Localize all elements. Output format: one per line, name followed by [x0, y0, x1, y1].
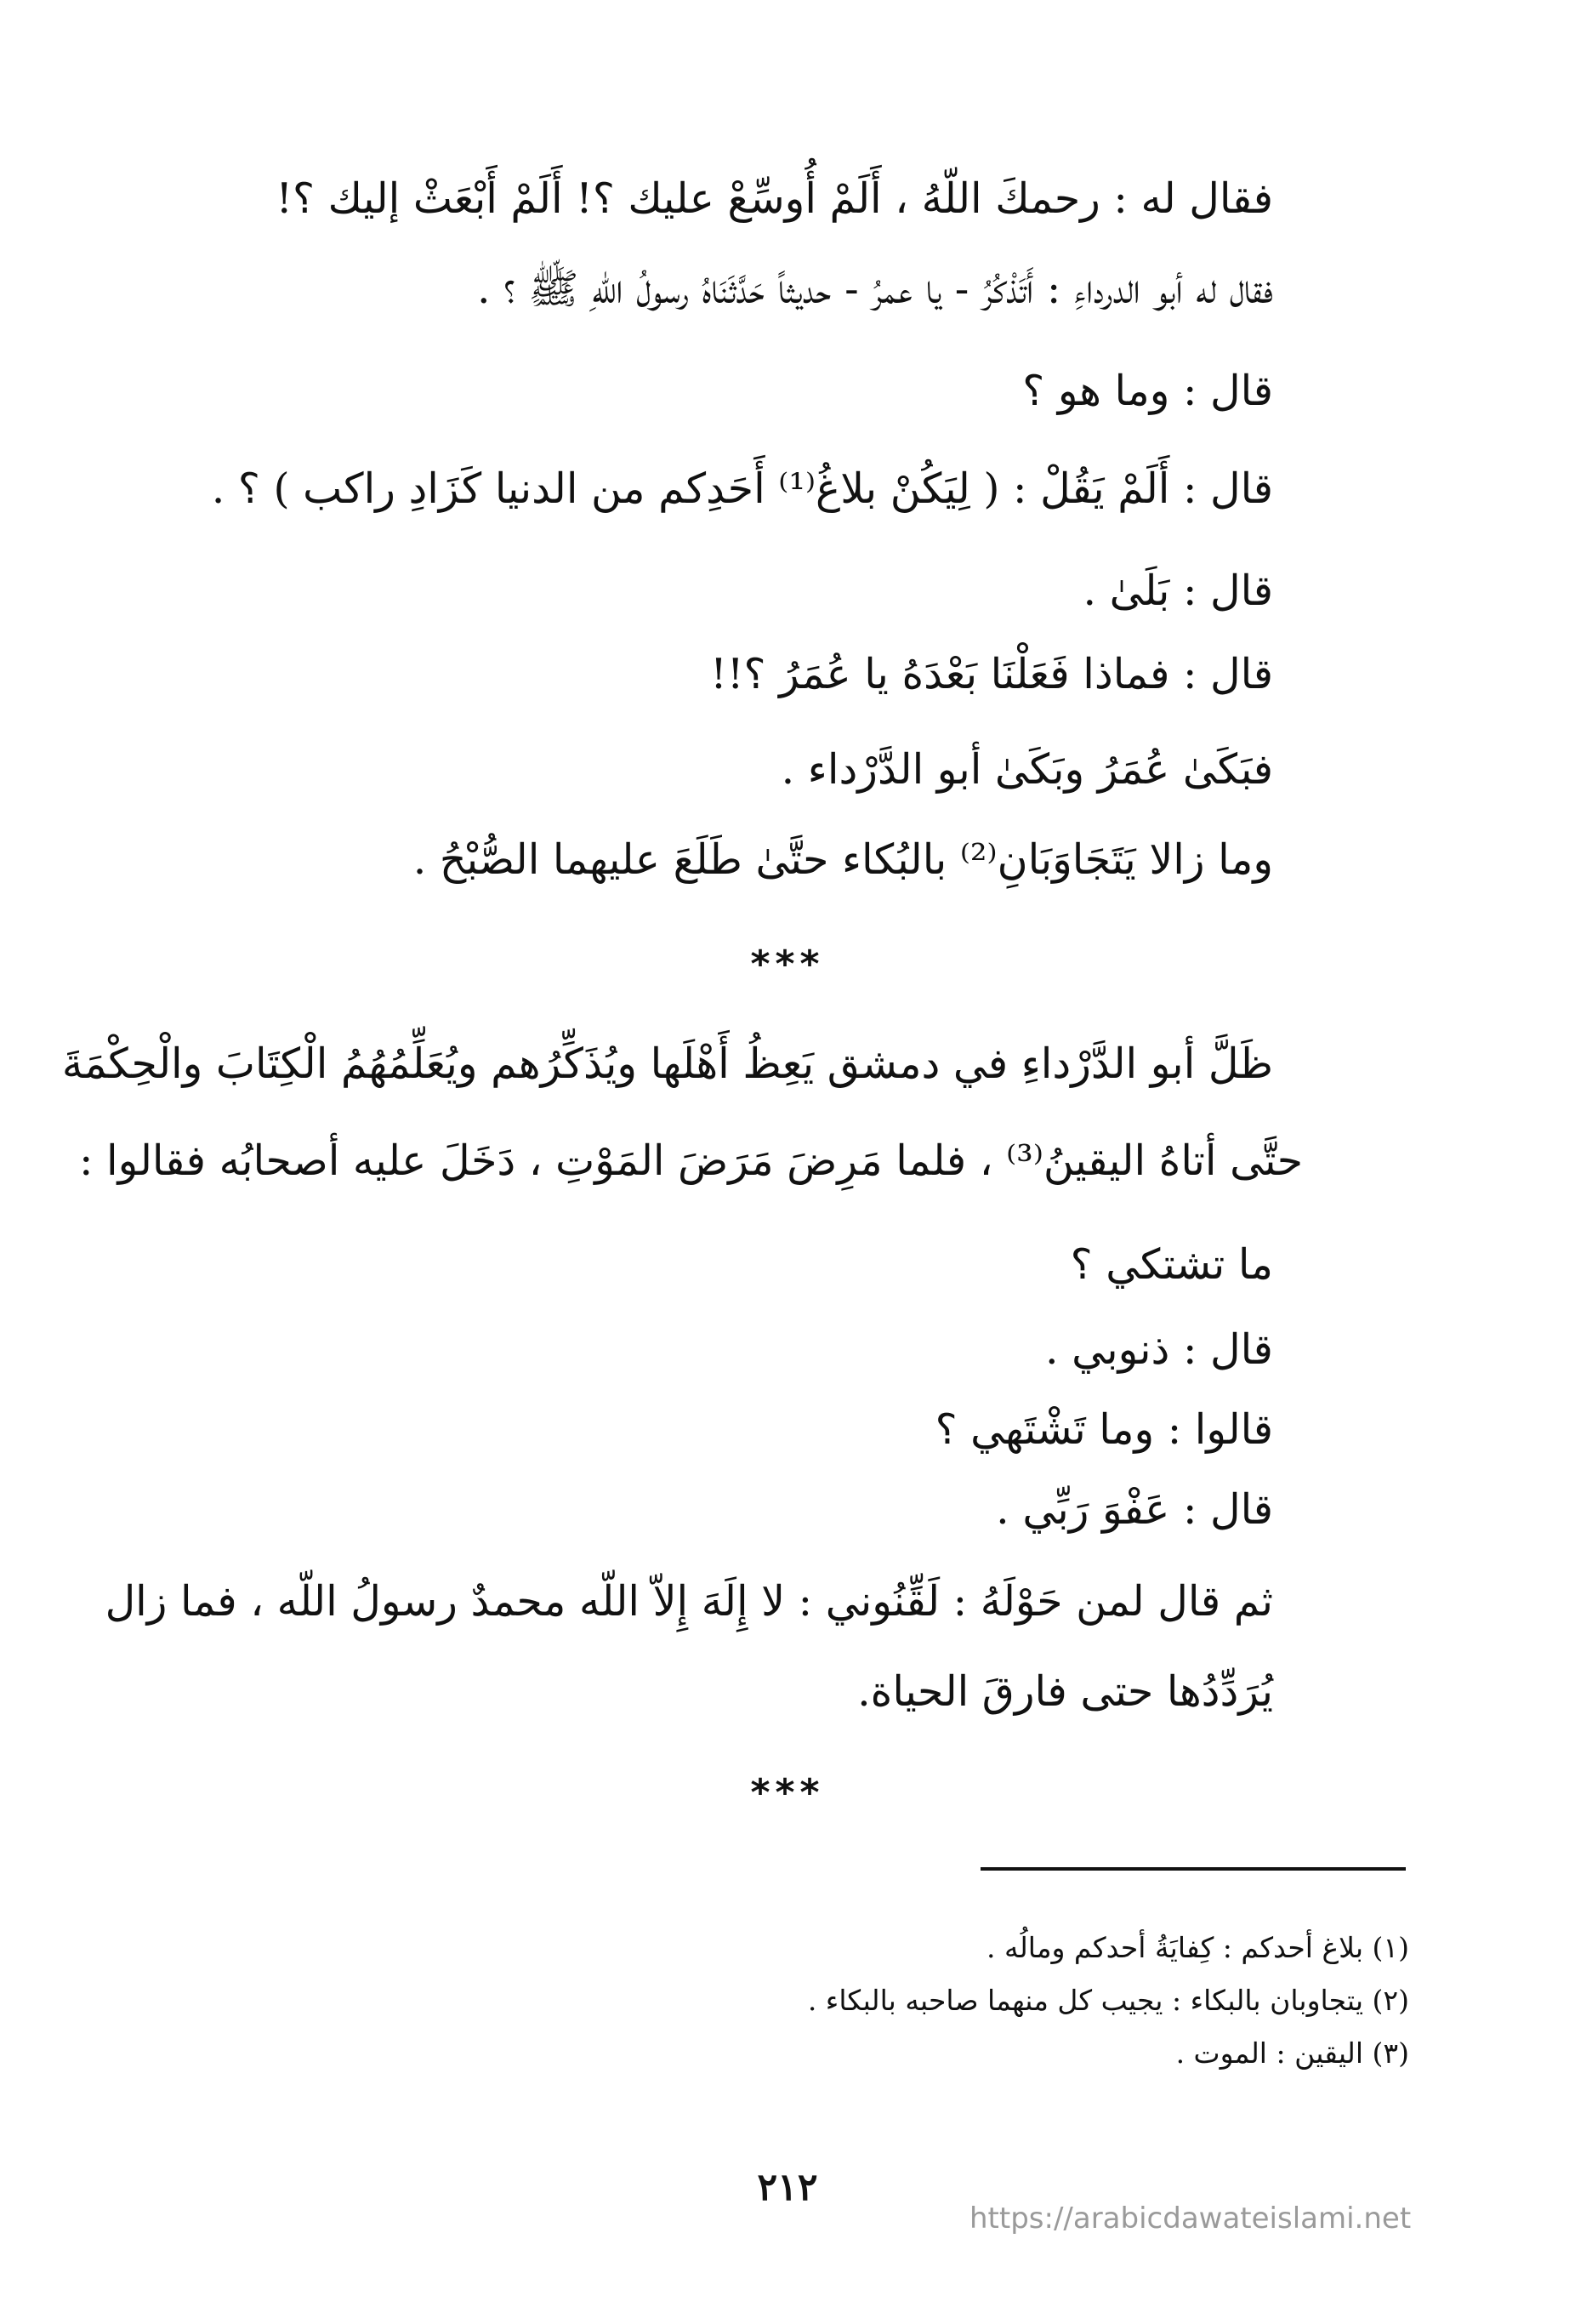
body-line: وما زالا يَتَجَاوَبَانِ⁽²⁾ بالبُكاء حتَّىٰ طَلَعَ عليهما الصُّبْحُ .: [412, 835, 1273, 884]
watermark-url: https://arabicdawateislami.net: [969, 2202, 1412, 2236]
footnote: (١) بلاغ أحدكم : كِفايَةُ أحدكم ومالُه .: [987, 1931, 1409, 1964]
paragraph-line: ثم قال لمن حَوْلَهُ : لَقِّنُوني : لا إِلَهَ إِلاّ اللّه محمدٌ رسولُ اللّه ، فما زال: [105, 1577, 1273, 1626]
body-line: قال : أَلَمْ يَقُلْ : ( لِيَكُنْ بلاغُ⁽¹⁾ أَحَدِكم من الدنيا كَزَادِ راكب ) ؟ .: [211, 464, 1273, 513]
body-line: قال : فماذا فَعَلْنَا بَعْدَهُ يا عُمَرُ ؟!!: [710, 650, 1273, 698]
body-line: قال : بَلَىٰ .: [1083, 567, 1273, 615]
page-number: ٢١٢: [757, 2166, 818, 2209]
dialogue-line: قال : ذنوبي .: [1044, 1325, 1273, 1374]
section-break: ***: [750, 943, 825, 986]
body-line: فبَكَىٰ عُمَرُ وبَكَىٰ أبو الدَّرْداء .: [781, 745, 1273, 794]
paragraph-line: يُرَدِّدُها حتى فارقَ الحياة.: [857, 1667, 1273, 1716]
dialogue-line: ما تشتكي ؟: [1070, 1240, 1273, 1289]
body-line: قال : وما هو ؟: [1022, 367, 1273, 415]
paragraph-line: حتَّى أتاهُ اليقينُ⁽³⁾ ، فلما مَرِضَ مَرَضَ المَوْتِ ، دَخَلَ عليه أصحابُه فقالوا :: [78, 1136, 1303, 1185]
footnote: (٣) اليقين : الموت .: [1175, 2036, 1409, 2070]
body-line: فقال له أبو الدرداءِ : أَتَذْكُرُ - يا عمرُ - حديثاً حَدَّثَنَاهُ رسولُ اللّهِ ﷺ ؟ .: [476, 265, 1273, 313]
section-break: ***: [750, 1771, 825, 1814]
dialogue-line: قال : عَفْوَ رَبِّي .: [996, 1485, 1273, 1534]
dialogue-line: قالوا : وما تَشْتَهي ؟: [935, 1405, 1273, 1454]
body-line: فقال له : رحمكَ اللّهُ ، أَلَمْ أُوسِّعْ عليك ؟! أَلَمْ أَبْعَثْ إليك ؟!: [276, 174, 1273, 223]
paragraph-line: ظَلَّ أبو الدَّرْداءِ في دمشق يَعِظُ أَهْلَها ويُذَكِّرُهم ويُعَلِّمُهُمُ الْكِتَابَ والْحِكْمَةَ: [61, 1040, 1273, 1088]
footnote-divider: [981, 1867, 1406, 1871]
footnote: (٢) يتجاوبان بالبكاء : يجيب كل منهما صاحبه بالبكاء .: [807, 1984, 1409, 2017]
